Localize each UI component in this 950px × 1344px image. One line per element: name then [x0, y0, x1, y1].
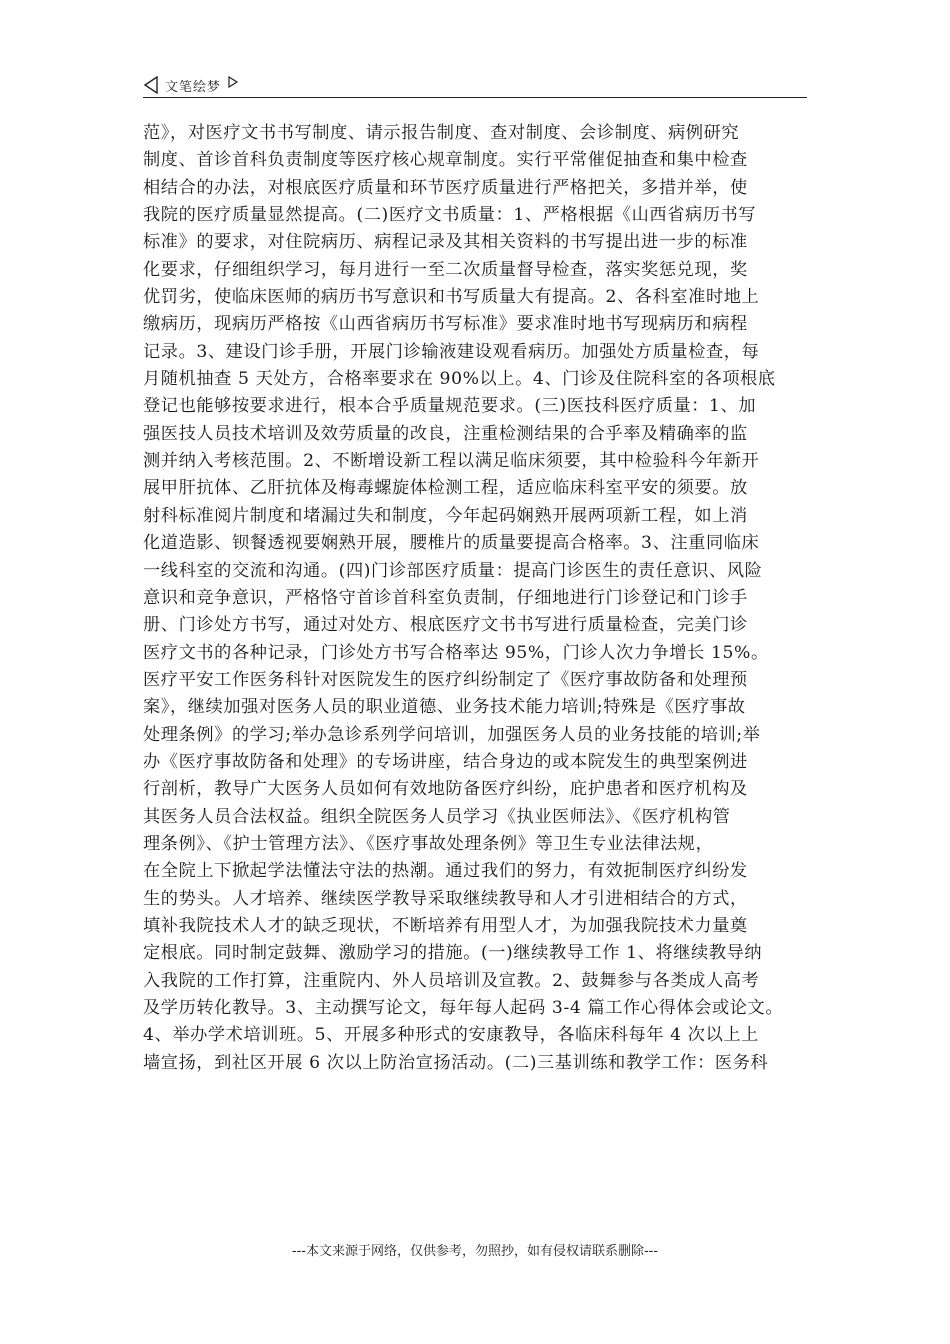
text-line: 定根底。同时制定鼓舞、激励学习的措施。(一)继续教导工作 1、将继续教导纳: [143, 943, 763, 964]
text-line: 月随机抽查 5 天处方，合格率要求在 90%以上。4、门诊及住院科室的各项根底: [143, 369, 776, 390]
text-line: 4、举办学术培训班。5、开展多种形式的安康教导，各临床科每年 4 次以上上: [143, 1025, 759, 1046]
text-line: 相结合的办法，对根底医疗质量和环节医疗质量进行严格把关，多措并举，使: [143, 177, 748, 198]
text-line: 及学历转化教导。3、主动撰写论文，每年每人起码 3-4 篇工作心得体会或论文。: [143, 998, 784, 1018]
text-line: 填补我院技术人才的缺乏现状，不断培养有用型人才，为加强我院技术力量奠: [143, 915, 748, 936]
text-line: 生的势头。人才培养、继续医学教导采取继续教导和人才引进相结合的方式，: [143, 888, 748, 909]
triangle-right-icon: [227, 76, 239, 88]
text-line: 意识和竞争意识，严格恪守首诊首科室负责制，仔细地进行门诊登记和门诊手: [143, 587, 748, 608]
text-line: 标准》的要求，对住院病历、病程记录及其相关资料的书写提出进一步的标准: [143, 232, 748, 253]
text-line: 缴病历，现病历严格按《山西省病历书写标准》要求准时地书写现病历和病程: [143, 314, 748, 335]
triangle-left-icon: [143, 76, 159, 94]
text-line: 优罚劣，使临床医师的病历书写意识和书写质量大有提高。2、各科室准时地上: [143, 287, 760, 308]
page-header: [143, 72, 807, 98]
text-line: 化道造影、钡餐透视要娴熟开展，腰椎片的质量要提高合格率。3、注重同临床: [143, 533, 760, 554]
text-line: 展甲肝抗体、乙肝抗体及梅毒螺旋体检测工程，适应临床科室平安的须要。放: [143, 478, 748, 499]
text-line: 案》，继续加强对医务人员的职业道德、业务技术能力培训;特殊是《医疗事故: [143, 697, 746, 718]
text-line: 医疗平安工作医务科针对医院发生的医疗纠纷制定了《医疗事故防备和处理预: [143, 669, 748, 690]
text-line: 测并纳入考核范围。2、不断增设新工程以满足临床须要，其中检验科今年新开: [143, 451, 760, 472]
text-line: 医疗文书的各种记录，门诊处方书写合格率达 95%，门诊人次力争增长 15%。: [143, 642, 769, 663]
text-line: 一线科室的交流和沟通。(四)门诊部医疗质量：提高门诊医生的责任意识、风险: [143, 560, 763, 581]
text-line: 其医务人员合法权益。组织全院医务人员学习《执业医师法》、《医疗机构管: [143, 806, 731, 827]
text-line: 范》，对医疗文书书写制度、请示报告制度、查对制度、会诊制度、病例研究: [143, 123, 740, 143]
text-line: 化要求，仔细组织学习，每月进行一至二次质量督导检查，落实奖惩兑现，奖: [143, 259, 748, 280]
header-brand: 文笔绘梦: [165, 79, 222, 95]
footer-disclaimer: ---本文来源于网络，仅供参考，勿照抄，如有侵权请联系删除---: [291, 1244, 659, 1259]
text-line: 制度、首诊首科负责制度等医疗核心规章制度。实行平常催促抽查和集中检查: [143, 150, 748, 171]
text-line: 行剖析，教导广大医务人员如何有效地防备医疗纠纷，庇护患者和医疗机构及: [143, 779, 748, 800]
text-line: 在全院上下掀起学法懂法守法的热潮。通过我们的努力，有效扼制医疗纠纷发: [143, 861, 748, 882]
document-body: [143, 120, 807, 1077]
text-line: 我院的医疗质量显然提高。(二)医疗文书质量：1、严格根据《山西省病历书写: [143, 205, 757, 226]
text-line: 射科标准阅片制度和堵漏过失和制度，今年起码娴熟开展两项新工程，如上消: [143, 505, 748, 526]
text-line: 办《医疗事故防备和处理》的专场讲座，结合身边的或本院发生的典型案例进: [143, 751, 748, 772]
text-line: 册、门诊处方书写，通过对处方、根底医疗文书书写进行质量检查，完美门诊: [143, 615, 748, 636]
text-line: 入我院的工作打算，注重院内、外人员培训及宣教。2、鼓舞参与各类成人高考: [143, 970, 760, 991]
text-line: 强医技人员技术培训及效劳质量的改良，注重检测结果的合乎率及精确率的监: [143, 423, 748, 444]
text-line: 处理条例》的学习;举办急诊系列学问培训，加强医务人员的业务技能的培训;举: [143, 724, 761, 745]
text-line: 理条例》、《护士管理方法》、《医疗事故处理条例》等卫生专业法律法规，: [143, 833, 714, 854]
text-line: 记录。3、建设门诊手册，开展门诊输液建设观看病历。加强处方质量检查，每: [143, 341, 760, 362]
text-line: 登记也能够按要求进行，根本合乎质量规范要求。(三)医技科医疗质量：1、加: [143, 396, 757, 417]
text-line: 墙宣扬，到社区开展 6 次以上防治宣扬活动。(二)三基训练和教学工作：医务科: [143, 1052, 769, 1073]
header-divider: [143, 97, 807, 98]
